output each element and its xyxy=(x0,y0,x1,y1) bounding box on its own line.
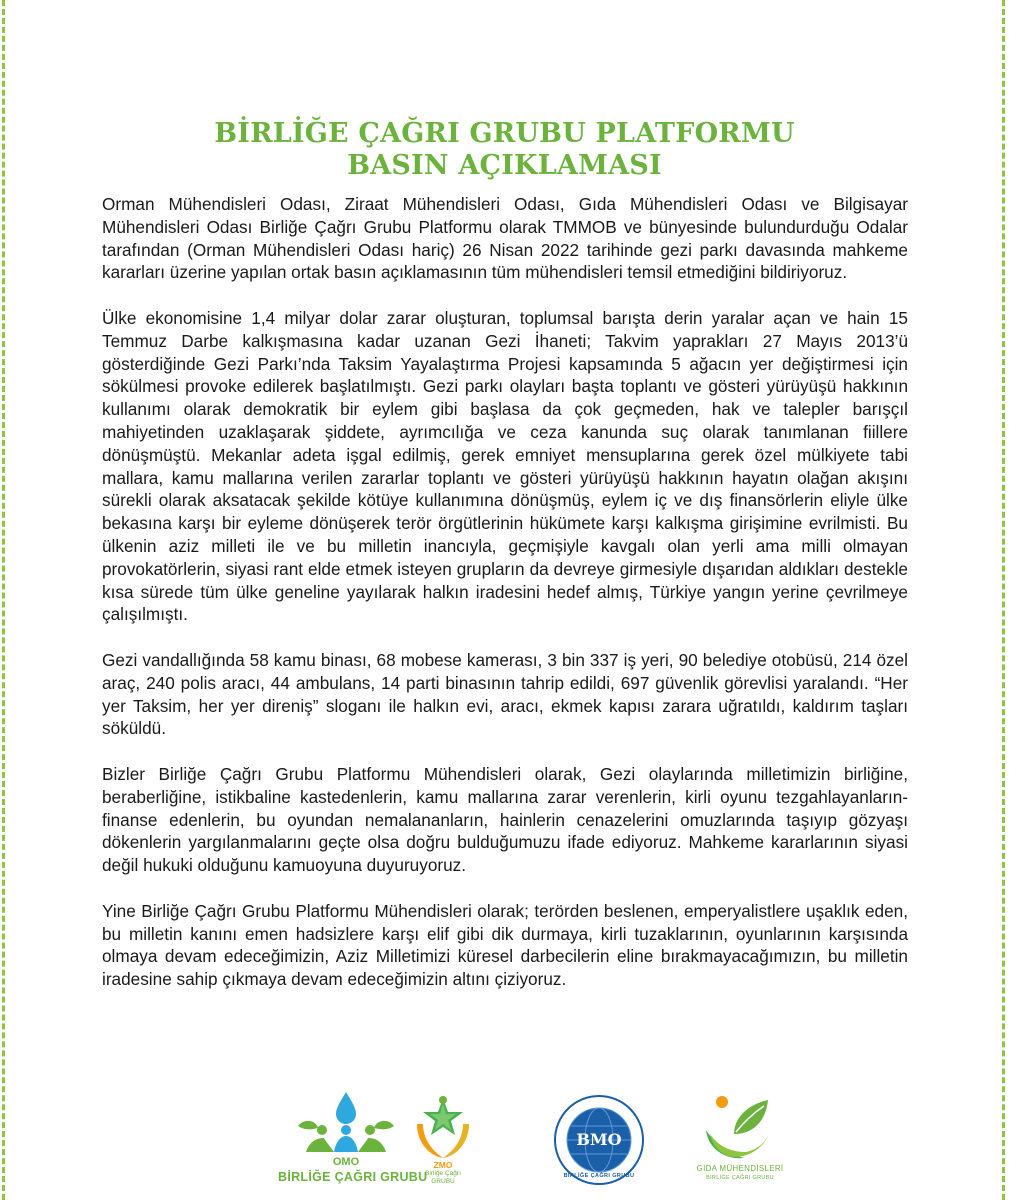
paragraph-4: Bizler Birliğe Çağrı Grubu Platformu Mühendisleri olarak, Gezi olaylarında milletimizin birliğine, beraberliğine, istikbaline kastedenlerin, kamu mallarına zarar verenlerin, kirli oyunu tezgahlayanların-finanse edenlerin, bu oyundan nemalananların, hainlerin cenazelerini omuzlarında taşıyıp gözyaşı dökenlerin yargılanmalarını geçte olsa doğru bulduğumuzu ifade ediyoruz. Mahkeme kararlarının siyasi değil hukuki olduğunu kamuoyuna duyuruyoruz. xyxy=(102,763,908,876)
bmo-logo xyxy=(553,1094,645,1186)
zmo-label-top: ZMO xyxy=(433,1160,453,1170)
zmo-star-wheat-icon xyxy=(411,1090,475,1162)
omo-label-bottom: BİRLİĞE ÇAĞRI GRUBU xyxy=(278,1170,428,1184)
gida-label-bottom: BİRLİĞE ÇAĞRI GRUBU xyxy=(706,1175,774,1181)
zmo-logo xyxy=(411,1090,475,1190)
paragraph-3: Gezi vandallığında 58 kamu binası, 68 mobese kamerası, 3 bin 337 iş yeri, 90 belediye otobüsü, 214 özel araç, 240 polis aracı, 44 ambulans, 14 parti binasının tahrip edildi, 697 güvenlik görevlisi yaralandı. “Her yer Taksim, her yer direniş” sloganı ile halkın evi, aracı, ekmek kapısı zarara uğratıldı, kaldırım taşları söküldü. xyxy=(102,649,908,739)
gida-leaf-icon xyxy=(694,1090,786,1162)
bmo-label-ring: BİRLİĞE ÇAĞRI GRUBU xyxy=(563,1173,635,1179)
title-line-1: BİRLİĞE ÇAĞRI GRUBU PLATFORMU xyxy=(214,118,795,149)
omo-label-top: OMO xyxy=(332,1156,360,1168)
paragraph-2: Ülke ekonomisine 1,4 milyar dolar zarar oluşturan, toplumsal barışta derin yaralar açan ve hain 15 Temmuz Darbe kalkışmasına kadar uzanan Gezi İhaneti; Takvim yaprakları 27 Mayıs 2013’ü gösterdiğinde Gezi Parkı’nda Taksim Yayalaştırma Projesi kapsamında 5 ağacın yer değiştirmesi için sökülmesi provoke edilerek başlatılmıştı. Gezi parkı olayları başta toplantı ve gösteri yürüyüşü hakkının kullanımı olarak demokratik bir eylem gibi başlasa da çok geçmeden, hak ve talepler barışçıl mahiyetinden uzaklaşarak şiddete, ayrımcılığa ve ceza kanunda suç olarak tanımlanan fiillere dönüşmüştü. Mekanlar adeta işgal edilmiş, gerek emniyet mensuplarına gerek özel mülkiyete tabi mallara, kamu mallarına verilen zararlar toplantı ve gösteri yürüyüşü hakkının hayatın olağan akışını sürekli olarak aksatacak şekilde kötüye kullanımına dönüşmüş, eylem iç ve dış finansörlerin eliyle ülke bekasına karşı bir eyleme dönüşerek terör örgütlerinin hükümete karşı kalkışma girişimine evrilmisti. Bu ülkenin aziz milleti ile ve bu milletin inancıyla, geçmişiyle kavgalı olan yerli ama milli olmayan provokatörlerin, siyasi rant elde etmek isteyen grupların da devreye girmesiyle dışarıdan aldıkları destekle kısa sürede tüm ülke geneline yayılarak halkın iradesini hedef almış, Türkiye yangın yerine çevrilmeye çalışılmıştı. xyxy=(102,307,908,625)
omo-people-drop-icon xyxy=(284,1090,408,1158)
omo-logo xyxy=(278,1090,428,1190)
zmo-label-line3: GRUBU xyxy=(431,1178,455,1185)
document-body xyxy=(102,193,908,1014)
gida-label-top: GIDA MÜHENDİSLERİ xyxy=(696,1164,784,1173)
zmo-label-line2: Birliğe Çağrı xyxy=(425,1170,461,1177)
paragraph-1: Orman Mühendisleri Odası, Ziraat Mühendisleri Odası, Gıda Mühendisleri Odası ve Bilgisayar Mühendisleri Odası Birliğe Çağrı Grubu Platformu olarak TMMOB ve bünyesinde bulundurduğu Odalar tarafından (Orman Mühendisleri Odası hariç) 26 Nisan 2022 tarihinde gezi parkı davasında mahkeme kararları üzerine yapılan ortak basın açıklamasının tüm mühendisleri temsil etmediğini bildiriyoruz. xyxy=(102,194,908,283)
title-line-2: BASIN AÇIKLAMASI xyxy=(347,150,662,181)
document-title xyxy=(0,118,1009,182)
gida-logo xyxy=(694,1090,786,1190)
footer-logos xyxy=(0,1090,1009,1190)
bmo-label-center: BMO xyxy=(576,1130,622,1149)
paragraph-5: Yine Birliğe Çağrı Grubu Platformu Mühendisleri olarak; terörden beslenen, emperyalistlere uşaklık eden, bu milletin kanını emen hadsizlere karşı elif gibi dik durmaya, kirli tuzaklarının, oyunlarının karşısında olmaya devam edeceğimizin, Aziz Milletimizi küresel darbecilerin eline bırakmayacağımızın, bu milletin iradesine sahip çıkmaya devam edeceğimizin altını çiziyoruz. xyxy=(102,900,908,990)
